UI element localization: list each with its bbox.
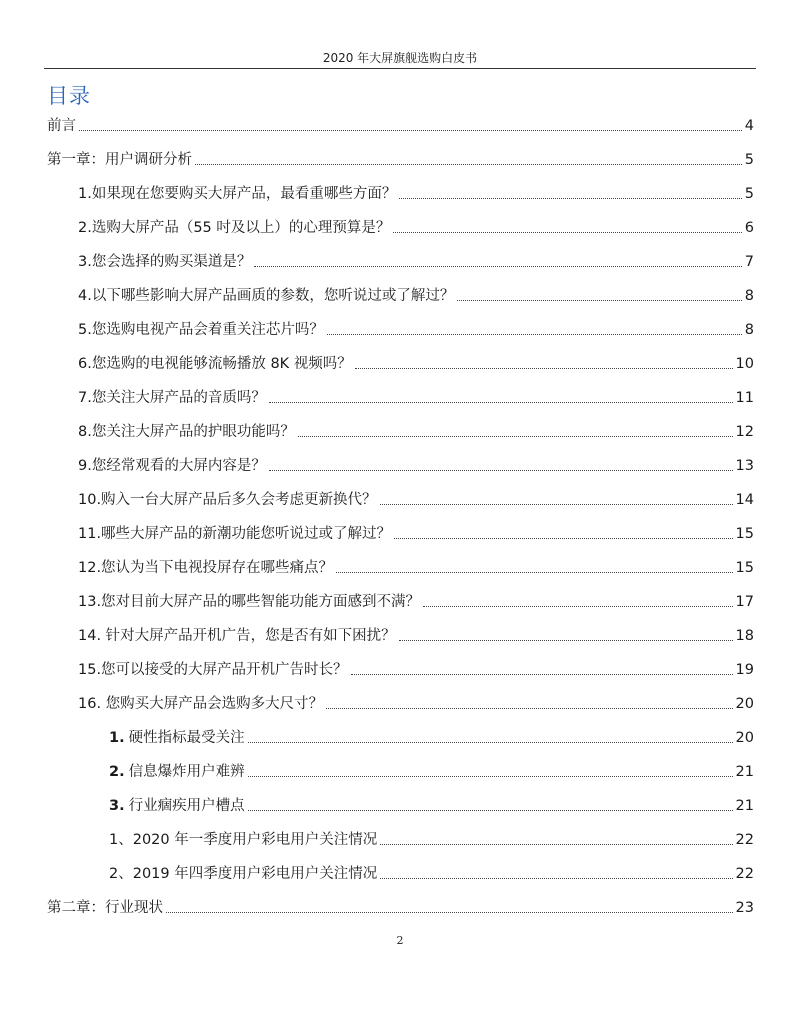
dot-leader [423, 606, 732, 607]
toc-entry-page: 17 [735, 594, 754, 610]
toc-entry-label: 8.您关注大屏产品的护眼功能吗？ [78, 424, 295, 440]
toc-entry-page: 5 [744, 152, 754, 168]
toc-entry-label: 2、2019 年四季度用户彩电用户关注情况 [109, 866, 378, 882]
header-rule [44, 68, 756, 69]
toc-entry-q9[interactable] [78, 454, 754, 476]
toc-entry-number: 2. [109, 764, 125, 780]
toc-entry-page: 22 [735, 866, 754, 882]
toc-entry-q3[interactable] [78, 250, 754, 272]
toc-entry-q10[interactable] [78, 488, 754, 510]
toc-entry-q11[interactable] [78, 522, 754, 544]
toc-entry-label: 1、2020 年一季度用户彩电用户关注情况 [109, 832, 378, 848]
toc-entry-sub-q4-2019[interactable] [109, 862, 754, 884]
dot-leader [326, 708, 732, 709]
dot-leader [79, 130, 742, 131]
toc-entry-q12[interactable] [78, 556, 754, 578]
toc-entry-label: 9.您经常观看的大屏内容是？ [78, 458, 266, 474]
toc-entry-page: 15 [735, 560, 754, 576]
toc-entry-page: 11 [735, 390, 754, 406]
toc-entry-label: 前言 [47, 118, 76, 134]
dot-leader [248, 810, 733, 811]
toc-entry-number: 3. [109, 798, 125, 814]
toc-entry-label: 12.您认为当下电视投屏存在哪些痛点？ [78, 560, 334, 576]
page-header: 2020 年大屏旗舰选购白皮书 [322, 51, 478, 65]
toc-entry-label: 2.选购大屏产品（55 吋及以上）的心理预算是？ [78, 220, 391, 236]
toc-entry-sub-1[interactable] [109, 726, 754, 748]
dot-leader [355, 368, 733, 369]
page-number: 2 [396, 934, 404, 947]
toc-entry-page: 20 [735, 730, 754, 746]
toc-entry-page: 15 [735, 526, 754, 542]
toc-entry-number: 1. [109, 730, 125, 746]
toc-entry-label: 第二章：行业现状 [47, 900, 163, 916]
toc-entry-page: 6 [744, 220, 754, 236]
toc-entry-page: 4 [744, 118, 754, 134]
toc-entry-q4[interactable] [78, 284, 754, 306]
toc-entry-label: 5.您选购电视产品会着重关注芯片吗？ [78, 322, 324, 338]
toc-entry-page: 21 [735, 764, 754, 780]
toc-entry-label [109, 762, 245, 782]
dot-leader [399, 198, 741, 199]
toc-entry-page: 8 [744, 322, 754, 338]
dot-leader [336, 572, 732, 573]
toc-entry-q13[interactable] [78, 590, 754, 612]
toc-entry-label: 4.以下哪些影响大屏产品画质的参数，您听说过或了解过？ [78, 288, 455, 304]
toc-entry-q8[interactable] [78, 420, 754, 442]
toc-entry-page: 20 [735, 696, 754, 712]
toc-entry-page: 14 [735, 492, 754, 508]
dot-leader [380, 504, 733, 505]
toc-entry-preface[interactable] [47, 114, 754, 136]
toc-entry-label: 15.您可以接受的大屏产品开机广告时长？ [78, 662, 348, 678]
toc-entry-q16[interactable] [78, 692, 754, 714]
dot-leader [394, 538, 732, 539]
dot-leader [248, 742, 733, 743]
toc-entry-q7[interactable] [78, 386, 754, 408]
toc-entry-page: 7 [744, 254, 754, 270]
dot-leader [254, 266, 741, 267]
toc-entry-chapter-1[interactable] [47, 148, 754, 170]
dot-leader [298, 436, 733, 437]
toc-entry-sub-q1-2020[interactable] [109, 828, 754, 850]
toc-entry-q1[interactable] [78, 182, 754, 204]
toc-entry-sub-3[interactable] [109, 794, 754, 816]
dot-leader [399, 640, 733, 641]
toc-entry-text: 行业痼疾用户槽点 [128, 798, 245, 814]
toc-entry-label: 14. 针对大屏产品开机广告，您是否有如下困扰？ [78, 628, 396, 644]
toc-entry-chapter-2[interactable] [47, 896, 754, 918]
dot-leader [327, 334, 742, 335]
dot-leader [380, 844, 732, 845]
dot-leader [380, 878, 732, 879]
toc-entry-label: 13.您对目前大屏产品的哪些智能功能方面感到不满？ [78, 594, 421, 610]
toc-entry-text: 信息爆炸用户难辨 [128, 764, 245, 780]
toc-entry-q2[interactable] [78, 216, 754, 238]
toc-entry-label: 10.购入一台大屏产品后多久会考虑更新换代？ [78, 492, 377, 508]
toc-entry-label: 1.如果现在您要购买大屏产品，最看重哪些方面？ [78, 186, 397, 202]
toc-entry-page: 12 [735, 424, 754, 440]
toc-entry-label: 7.您关注大屏产品的音质吗？ [78, 390, 266, 406]
dot-leader [195, 164, 742, 165]
dot-leader [166, 912, 733, 913]
toc-entry-page: 21 [735, 798, 754, 814]
toc-entry-page: 22 [735, 832, 754, 848]
toc-entry-text: 硬性指标最受关注 [128, 730, 245, 746]
dot-leader [269, 402, 733, 403]
toc-entry-label: 3.您会选择的购买渠道是？ [78, 254, 252, 270]
toc-entry-q15[interactable] [78, 658, 754, 680]
toc-entry-q14[interactable] [78, 624, 754, 646]
toc-entry-label [109, 728, 245, 748]
dot-leader [351, 674, 733, 675]
toc-entry-label: 6.您选购的电视能够流畅播放 8K 视频吗？ [78, 356, 352, 372]
dot-leader [269, 470, 733, 471]
toc-entry-page: 10 [735, 356, 754, 372]
toc-entry-q5[interactable] [78, 318, 754, 340]
dot-leader [457, 300, 741, 301]
dot-leader [248, 776, 733, 777]
dot-leader [393, 232, 741, 233]
toc-entry-page: 23 [735, 900, 754, 916]
toc-entry-page: 13 [735, 458, 754, 474]
toc-title: 目录 [47, 84, 91, 108]
toc-entry-page: 19 [735, 662, 754, 678]
toc-entry-label: 16. 您购买大屏产品会选购多大尺寸？ [78, 696, 324, 712]
toc-entry-page: 8 [744, 288, 754, 304]
toc-entry-q6[interactable] [78, 352, 754, 374]
toc-entry-page: 18 [735, 628, 754, 644]
toc-entry-label [109, 796, 245, 816]
toc-entry-label: 11.哪些大屏产品的新潮功能您听说过或了解过？ [78, 526, 392, 542]
toc-entry-sub-2[interactable] [109, 760, 754, 782]
toc-entry-page: 5 [744, 186, 754, 202]
toc-entry-label: 第一章：用户调研分析 [47, 152, 192, 168]
